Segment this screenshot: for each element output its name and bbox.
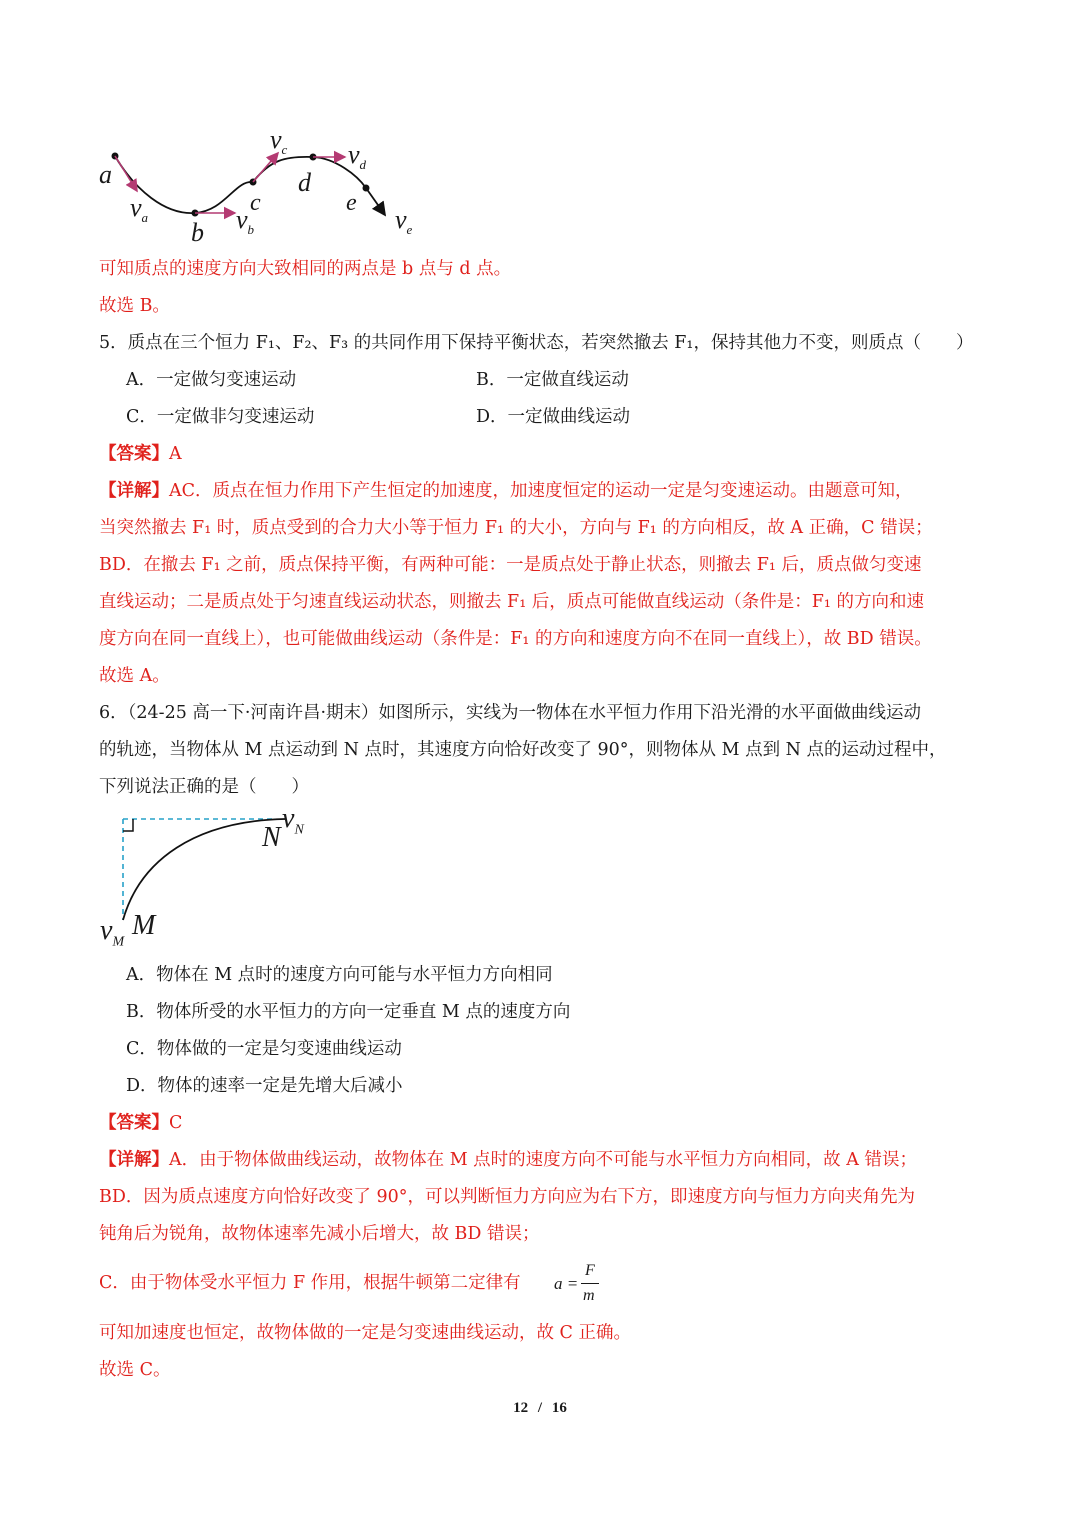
formula-lhs: a = [554, 1274, 579, 1293]
velocity-a-arrow [115, 156, 137, 191]
velocity-curve-figure [95, 120, 435, 250]
q4-conclusion: 可知质点的速度方向大致相同的两点是 b 点与 d 点。 [99, 259, 512, 279]
right-angle-mark [123, 819, 133, 831]
page-number [0, 1400, 1080, 1417]
q6-detail-line-2: BD．因为质点速度方向恰好改变了 90°，可以判断恒力方向应为右下方，即速度方向与恒力方向夹角先为 [99, 1187, 915, 1207]
point-n-label: N [262, 822, 281, 853]
q6-choice: 故选 C。 [99, 1360, 171, 1380]
page-separator: / [537, 1400, 543, 1416]
q5-option-c: C．一定做非匀变速运动 [126, 407, 315, 427]
q5-detail-line-2: 当突然撤去 F₁ 时，质点受到的合力大小等于恒力 F₁ 的大小，方向与 F₁ 的方向相反，故 A 正确，C 错误； [99, 518, 933, 538]
q5-detail-line-1: 【详解】AC．质点在恒力作用下产生恒定的加速度，加速度恒定的运动一定是匀变速运动。由题意可知， [99, 481, 913, 501]
velocity-a-label: $v_a$ [130, 193, 149, 226]
point-d-label: d [298, 168, 311, 197]
trajectory-tail-arrow [366, 188, 385, 215]
q6-stem-line-3: 下列说法正确的是（ ） [99, 777, 309, 797]
newton-formula [554, 1262, 614, 1310]
q4-choice: 故选 B。 [99, 296, 170, 316]
q6-conclusion: 可知加速度也恒定，故物体做的一定是匀变速曲线运动，故 C 正确。 [99, 1323, 632, 1343]
velocity-b-label: $v_b$ [236, 205, 255, 238]
velocity-d-label: $v_d$ [348, 140, 367, 173]
velocity-e-label: $v_e$ [395, 205, 413, 238]
q6-detail-line-3: 钝角后为锐角，故物体速率先减小后增大，故 BD 错误； [99, 1224, 540, 1244]
velocity-n-label: $v_N$ [282, 803, 304, 838]
q5-detail-line-3: BD．在撤去 F₁ 之前，质点保持平衡，有两种可能：一是质点处于静止状态，则撤去 F₁ 后，质点做匀变速 [99, 555, 922, 575]
point-c-label: c [250, 190, 261, 216]
q6-option-b: B．物体所受的水平恒力的方向一定垂直 M 点的速度方向 [126, 1002, 571, 1022]
q5-detail-line-6: 故选 A。 [99, 666, 170, 686]
q5-answer: 【答案】A [99, 444, 182, 464]
formula-numerator: F [585, 1262, 595, 1279]
q6-stem-line-2: 的轨迹，当物体从 M 点运动到 N 点时，其速度方向恰好改变了 90°，则物体从 M 点到 N 点的运动过程中， [99, 740, 947, 760]
q6-answer: 【答案】C [99, 1113, 183, 1133]
q6-option-a: A．物体在 M 点时的速度方向可能与水平恒力方向相同 [126, 965, 553, 985]
q5-detail-line-5: 度方向在同一直线上），也可能做曲线运动（条件是：F₁ 的方向和速度方向不在同一直线上），故 BD 错误。 [99, 629, 932, 649]
point-a-label: a [99, 160, 112, 189]
q5-option-d: D．一定做曲线运动 [476, 407, 631, 427]
total-pages: 16 [551, 1400, 567, 1416]
q5-detail-line-4: 直线运动；二是质点处于匀速直线运动状态，则撤去 F₁ 后，质点可能做直线运动（条件是：F₁ 的方向和速 [99, 592, 925, 612]
q6-option-d: D．物体的速率一定是先增大后减小 [126, 1076, 403, 1096]
point-m-label: M [132, 910, 156, 941]
q5-option-b: B．一定做直线运动 [476, 370, 629, 390]
point-e-dot [363, 185, 370, 192]
q5-option-a: A．一定做匀变速运动 [126, 370, 297, 390]
formula-bar [581, 1283, 599, 1284]
velocity-m-label: $v_M$ [100, 915, 125, 950]
formula-denominator: m [583, 1287, 595, 1304]
velocity-c-label: $v_c$ [270, 125, 288, 158]
q6-option-c: C．物体做的一定是匀变速曲线运动 [126, 1039, 402, 1059]
point-b-label: b [191, 218, 204, 247]
q6-formula-line: C．由于物体受水平恒力 F 作用，根据牛顿第二定律有 [99, 1273, 521, 1293]
q6-stem-line-1: 6．（24-25 高一下·河南许昌·期末）如图所示，实线为一物体在水平恒力作用下沿光滑的水平面做曲线运动 [99, 703, 922, 723]
trajectory-m-to-n [123, 819, 285, 920]
q6-detail-line-1: 【详解】A．由于物体做曲线运动，故物体在 M 点时的速度方向不可能与水平恒力方向相同，故 A 错误； [99, 1150, 917, 1170]
current-page: 12 [513, 1400, 529, 1416]
q5-stem: 5．质点在三个恒力 F₁、F₂、F₃ 的共同作用下保持平衡状态，若突然撤去 F₁，保持其他力不变，则质点（ ） [99, 333, 974, 353]
point-e-label: e [346, 190, 357, 216]
